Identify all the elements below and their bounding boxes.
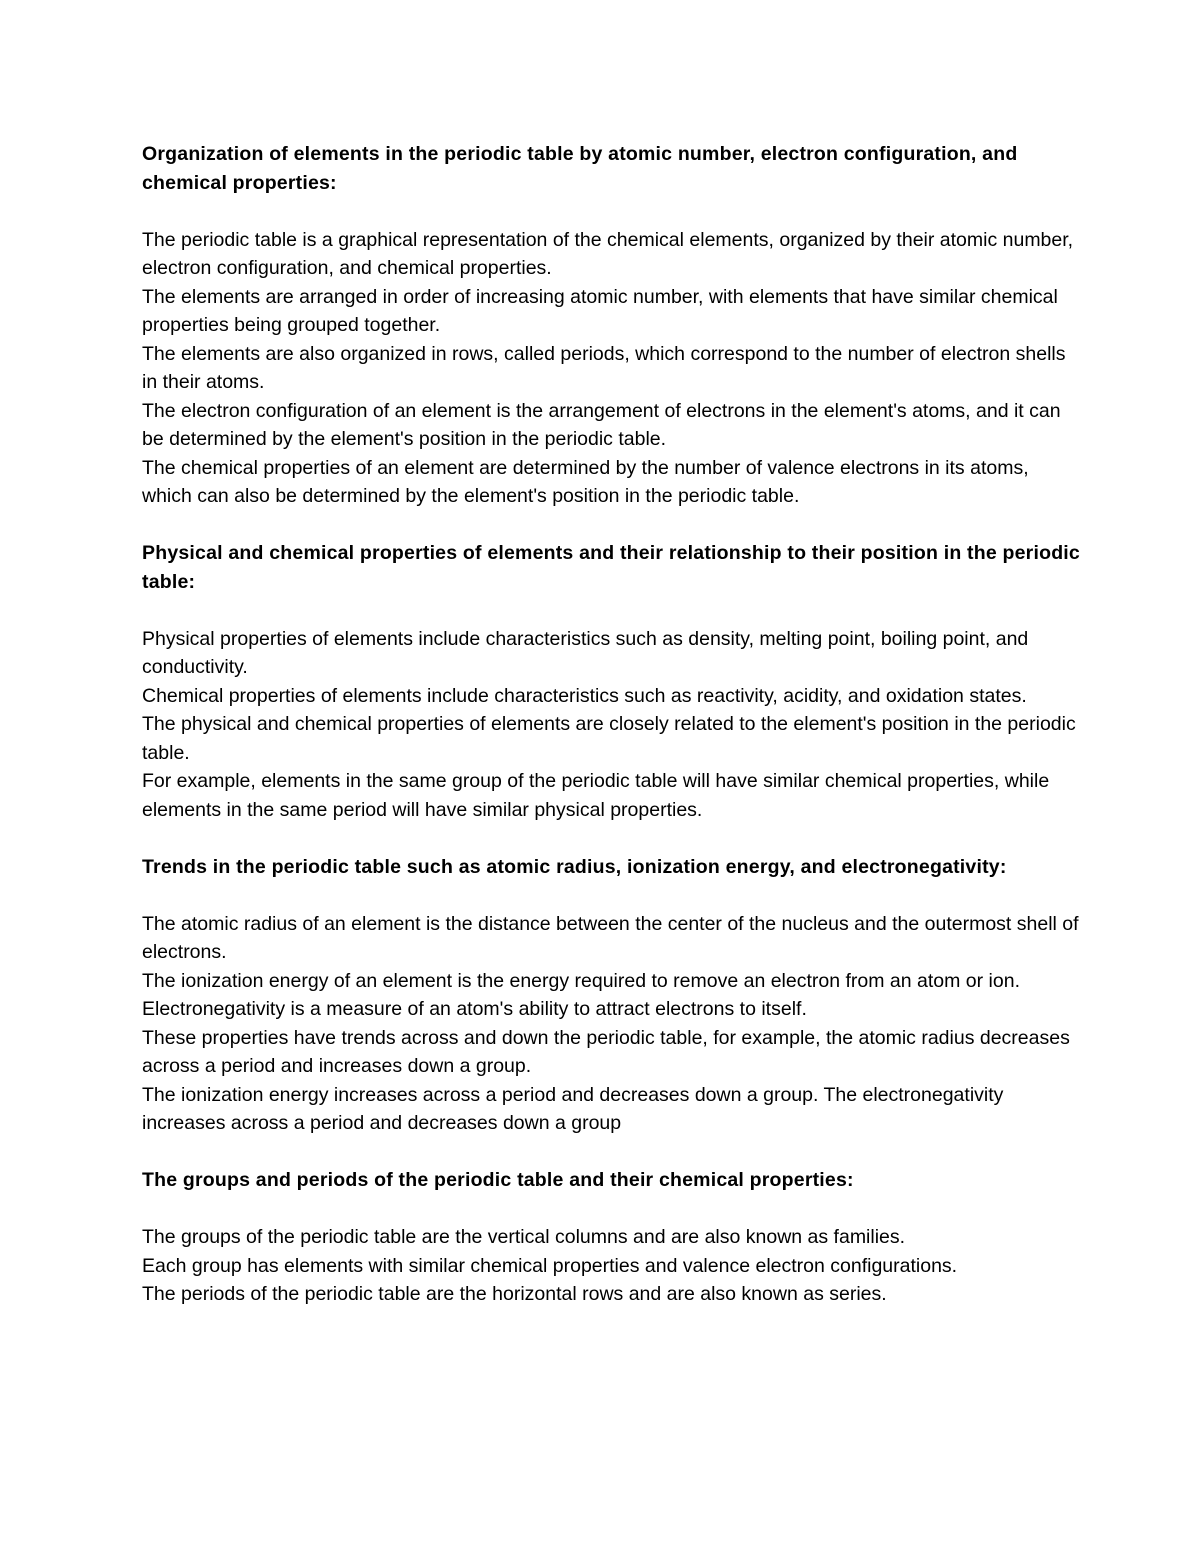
spacer [142,1195,1082,1224]
paragraph: The electron configuration of an element is the arrangement of electrons in the element's atoms, and it can be determined by the element's position in the periodic table. [142,399,1061,450]
paragraph: The periods of the periodic table are the horizontal rows and are also known as series. [142,1283,887,1305]
paragraph: The physical and chemical properties of elements are closely related to the element's position in the periodic table. [142,713,1076,764]
spacer [142,881,1082,910]
section-heading: Physical and chemical properties of elements and their relationship to their position in the periodic table: [142,542,1080,593]
paragraph: The ionization energy of an element is the energy required to remove an electron from an atom or ion. [142,969,1020,992]
paragraph: The chemical properties of an element are determined by the number of valence electrons in its atoms, which can also be determined by the element's position in the periodic table. [142,456,1029,507]
section-trends [142,853,1082,1138]
paragraph: For example, elements in the same group of the periodic table will have similar chemical properties, while elements in the same period will have similar physical properties. [142,770,1050,821]
paragraph: Physical properties of elements include characteristics such as density, melting point, boiling point, and conductivity. [142,627,1029,678]
spacer [142,1138,1082,1167]
document-page [142,140,1082,1309]
paragraph: Chemical properties of elements include characteristics such as reactivity, acidity, and oxidation states. [142,684,1027,707]
paragraph: The periodic table is a graphical representation of the chemical elements, organized by their atomic number, electron configuration, and chemical properties. [142,228,1074,279]
section-organization [142,140,1082,511]
paragraph: The groups of the periodic table are the vertical columns and are also known as families. [142,1226,906,1248]
section-heading: The groups and periods of the periodic table and their chemical properties: [142,1169,854,1191]
paragraph: Electronegativity is a measure of an atom's ability to attract electrons to itself. [142,998,807,1020]
spacer [142,197,1082,226]
paragraph: Each group has elements with similar chemical properties and valence electron configurations. [142,1254,958,1277]
section-properties [142,539,1082,824]
paragraph: These properties have trends across and down the periodic table, for example, the atomic radius decreases across a period and increases down a group. [142,1026,1070,1077]
paragraph: The atomic radius of an element is the distance between the center of the nucleus and the outermost shell of electrons. [142,912,1079,963]
paragraph: The elements are also organized in rows, called periods, which correspond to the number of electron shells in their atoms. [142,342,1066,393]
paragraph: The elements are arranged in order of increasing atomic number, with elements that have similar chemical properties being grouped together. [142,285,1058,336]
spacer [142,511,1082,540]
spacer [142,824,1082,853]
spacer [142,596,1082,625]
section-heading: Trends in the periodic table such as atomic radius, ionization energy, and electronegativity: [142,855,1007,878]
paragraph: The ionization energy increases across a period and decreases down a group. The electronegativity increases across a period and decreases down a group [142,1083,1004,1134]
section-groups-periods [142,1166,1082,1309]
section-heading: Organization of elements in the periodic table by atomic number, electron configuration, and chemical properties: [142,143,1018,194]
